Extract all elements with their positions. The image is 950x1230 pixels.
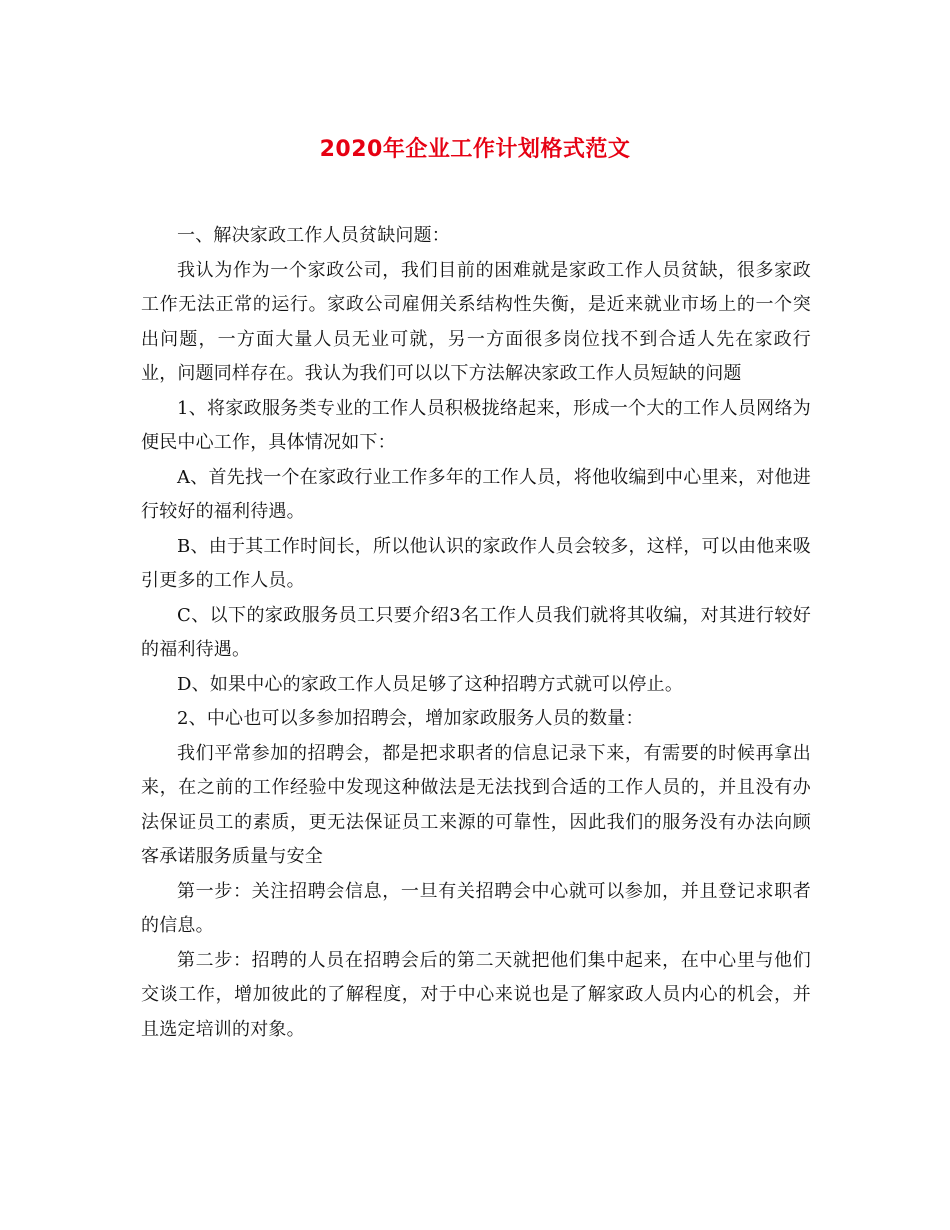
paragraph-item-1: 1、将家政服务类专业的工作人员积极拢络起来，形成一个大的工作人员网络为便民中心工作，具体情况如下：: [141, 397, 811, 453]
paragraph-item-a: A、首先找一个在家政行业工作多年的工作人员，将他收编到中心里来，对他进行较好的福利待遇。: [141, 466, 811, 522]
paragraph-step-1: 第一步：关注招聘会信息，一旦有关招聘会中心就可以参加，并且登记求职者的信息。: [141, 880, 811, 936]
paragraph-item-d: D、如果中心的家政工作人员足够了这种招聘方式就可以停止。: [177, 673, 684, 695]
paragraph-item-b: B、由于其工作时间长，所以他认识的家政作人员会较多，这样，可以由他来吸引更多的工作人员。: [141, 535, 811, 591]
section-heading-1: 一、解决家政工作人员贫缺问题：: [177, 225, 450, 246]
paragraph-item-2: 2、中心也可以多参加招聘会，增加家政服务人员的数量：: [177, 708, 644, 729]
paragraph-recruitment: 我们平常参加的招聘会，都是把求职者的信息记录下来，有需要的时候再拿出来，在之前的工作经验中发现这种做法是无法找到合适的工作人员的，并且没有办法保证员工的素质，更无法保证员工来源的可靠性，因此我们的服务没有办法向顾客承诺服务质量与安全: [141, 742, 811, 867]
document-title: 2020年企业工作计划格式范文: [319, 137, 631, 162]
paragraph-intro: 我认为作为一个家政公司，我们目前的困难就是家政工作人员贫缺，很多家政工作无法正常的运行。家政公司雇佣关系结构性失衡，是近来就业市场上的一个突出问题，一方面大量人员无业可就，另一方面很多岗位找不到合适人先在家政行业，问题同样存在。我认为我们可以以下方法解决家政工作人员短缺的问题: [141, 259, 811, 384]
paragraph-step-2: 第二步：招聘的人员在招聘会后的第二天就把他们集中起来，在中心里与他们交谈工作，增加彼此的了解程度，对于中心来说也是了解家政人员内心的机会，并且选定培训的对象。: [141, 949, 811, 1040]
document-body: [141, 219, 811, 1047]
paragraph-item-c: C、以下的家政服务员工只要介绍3名工作人员我们就将其收编，对其进行较好的福利待遇。: [141, 604, 811, 660]
